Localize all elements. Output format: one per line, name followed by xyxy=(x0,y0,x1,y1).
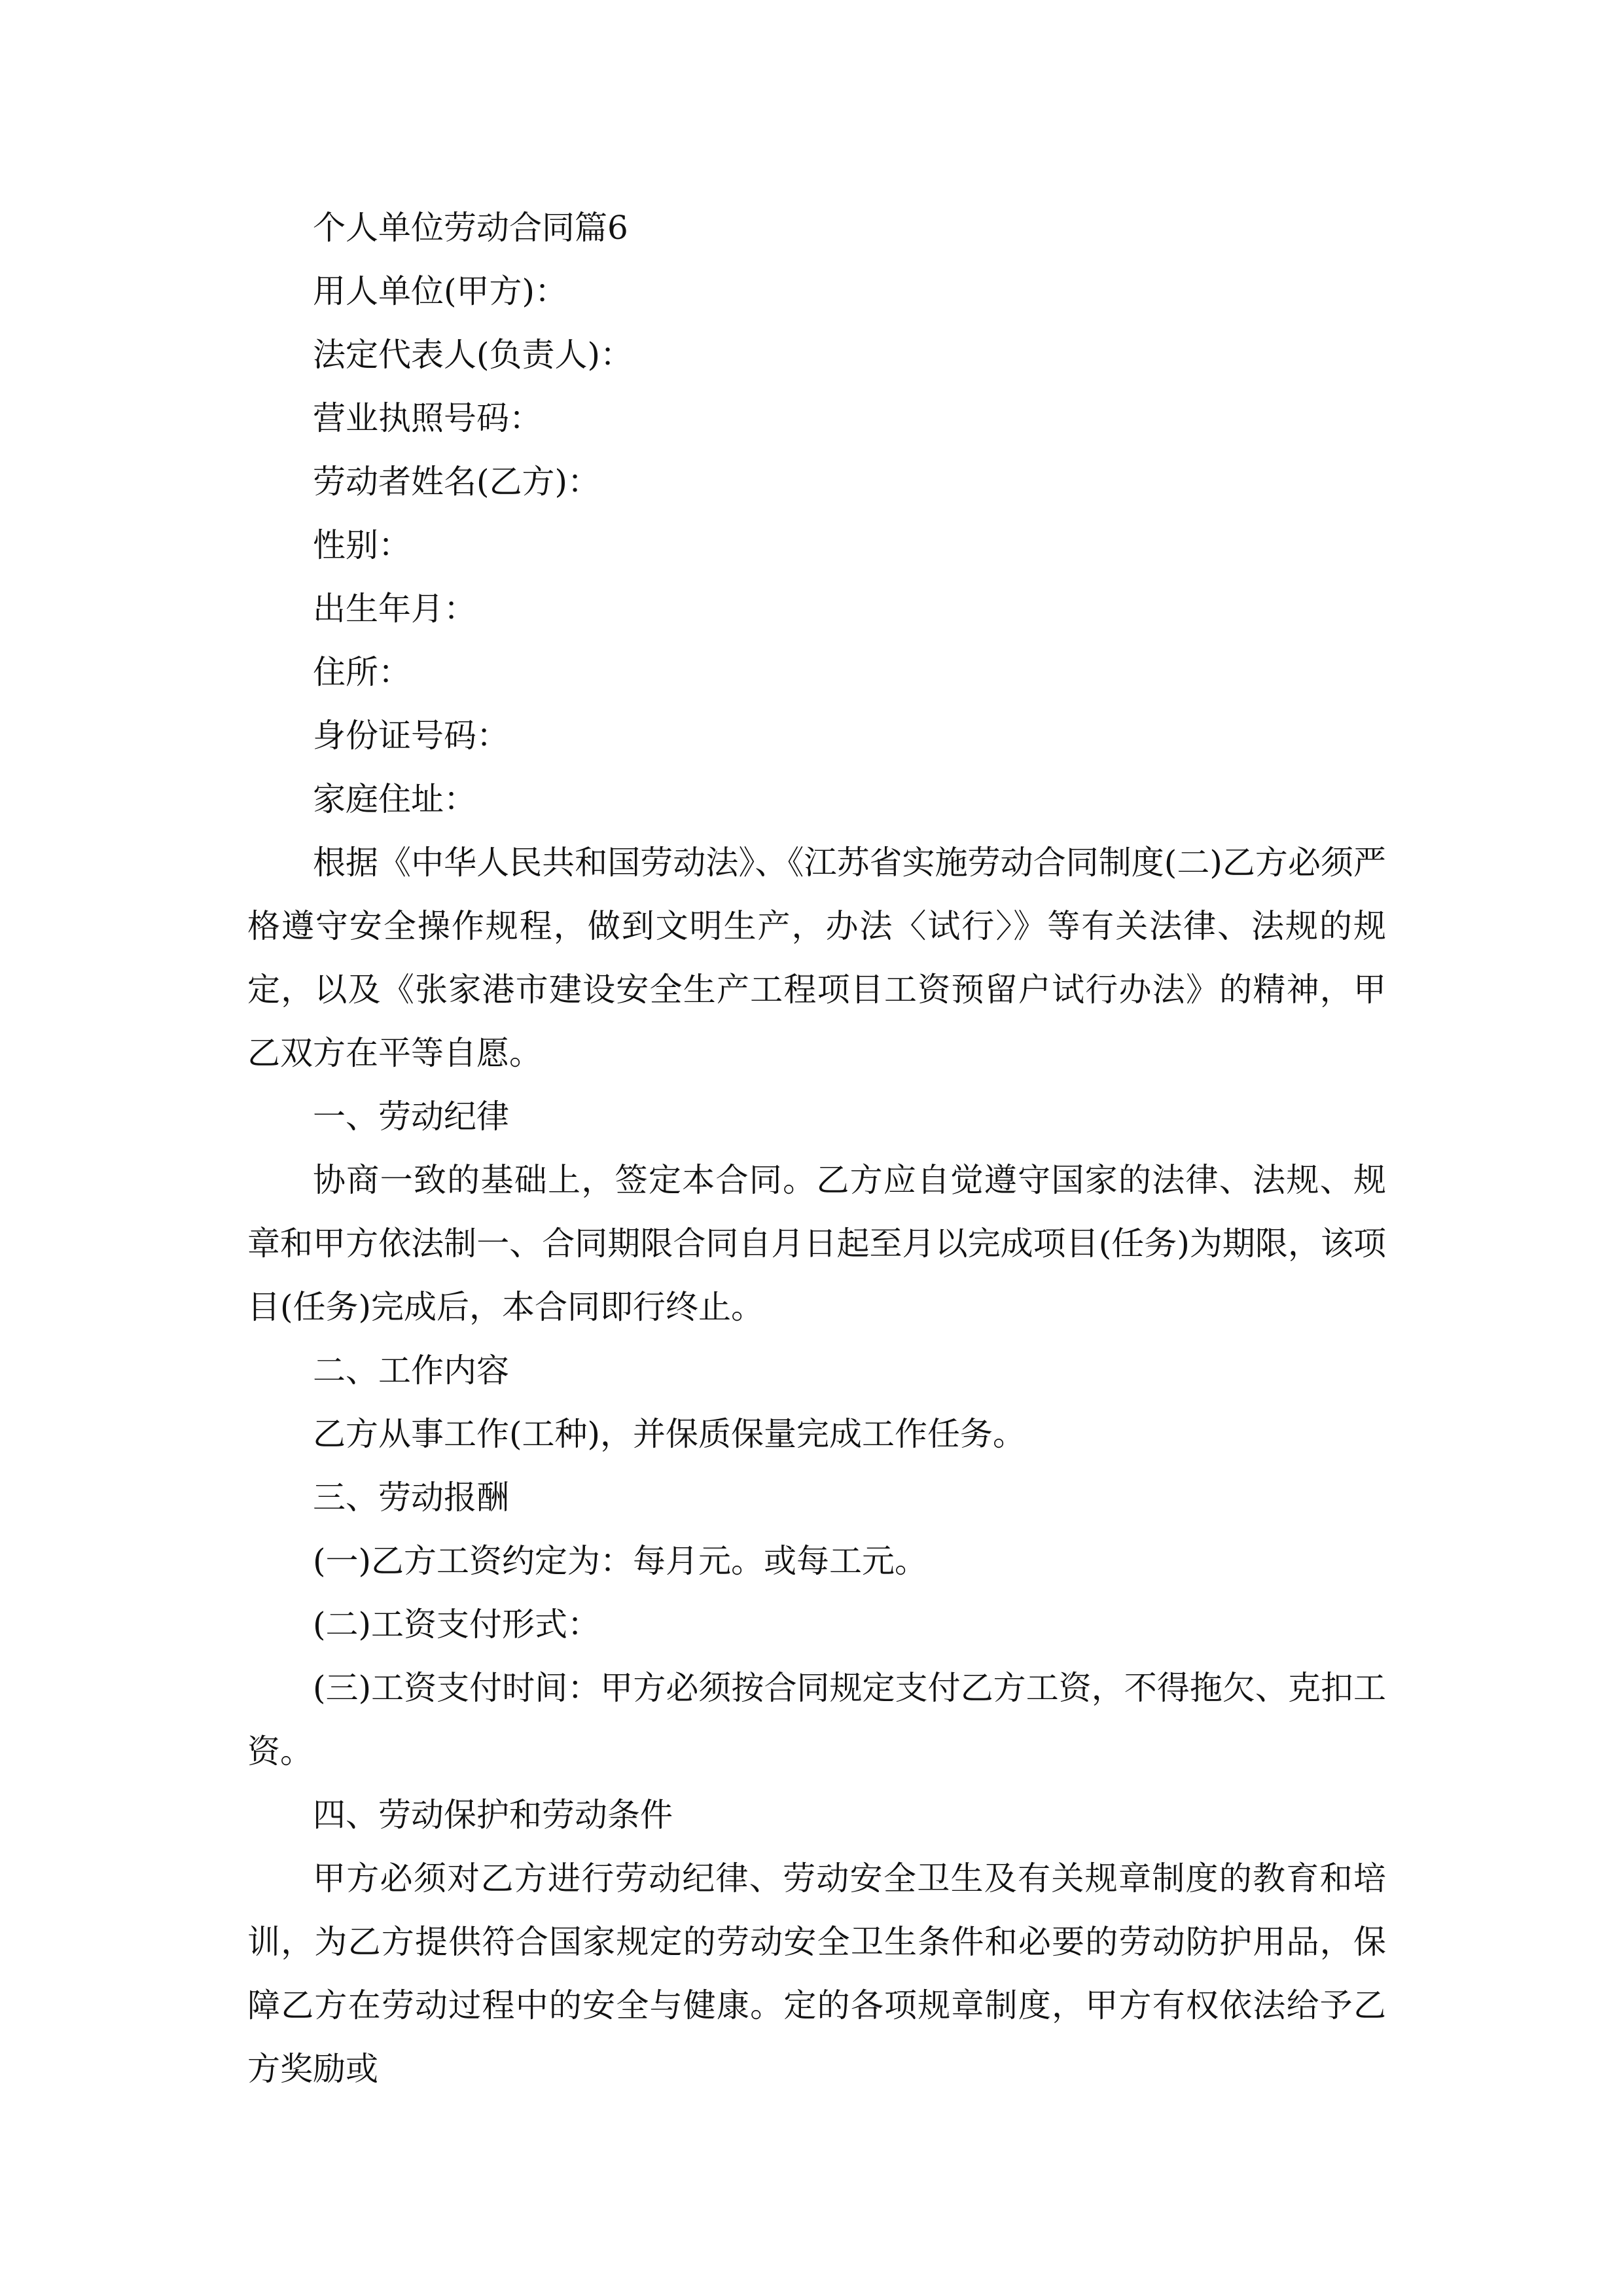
paragraph-wage-time: (三)工资支付时间：甲方必须按合同规定支付乙方工资，不得拖欠、克扣工资。 xyxy=(247,1669,1386,1770)
section-heading-work-content: 二、工作内容 xyxy=(313,1352,509,1390)
field-worker-name: 劳动者姓名(乙方)： xyxy=(313,463,601,501)
section-heading-protection: 四、劳动保护和劳动条件 xyxy=(313,1796,673,1834)
section-heading-remuneration: 三、劳动报酬 xyxy=(313,1479,509,1516)
paragraph-wage-amount: (一)乙方工资约定为：每月元。或每工元。 xyxy=(313,1542,928,1580)
paragraph-work-content: 乙方从事工作(工种)，并保质保量完成工作任务。 xyxy=(313,1415,1026,1453)
field-residence: 住所： xyxy=(313,653,411,691)
document-title: 个人单位劳动合同篇6 xyxy=(313,209,628,247)
paragraph-basis: 根据《中华人民共和国劳动法》、《江苏省实施劳动合同制度(二)乙方必须严格遵守安全操作规程，做到文明生产，办法〈试行〉》等有关法律、法规的规定，以及《张家港市建设安全生产工程项目工资预留户试行办法》的精神，甲乙双方在平等自愿。 xyxy=(247,844,1386,1072)
section-heading-discipline: 一、劳动纪律 xyxy=(313,1098,509,1136)
field-employer: 用人单位(甲方)： xyxy=(313,272,568,310)
document-body xyxy=(247,196,1386,2101)
field-id-number: 身份证号码： xyxy=(313,717,509,755)
field-business-license: 营业执照号码： xyxy=(313,399,542,437)
paragraph-protection: 甲方必须对乙方进行劳动纪律、劳动安全卫生及有关规章制度的教育和培训，为乙方提供符合国家规定的劳动安全卫生条件和必要的劳动防护用品，保障乙方在劳动过程中的安全与健康。定的各项规章制度，甲方有权依法给予乙方奖励或 xyxy=(247,1859,1386,2088)
field-birth-date: 出生年月： xyxy=(313,590,476,628)
field-home-address: 家庭住址： xyxy=(313,780,476,818)
paragraph-contract-term: 协商一致的基础上，签定本合同。乙方应自觉遵守国家的法律、法规、规章和甲方依法制一、合同期限合同自月日起至月以完成项目(任务)为期限，该项目(任务)完成后，本合同即行终止。 xyxy=(247,1161,1386,1326)
field-legal-representative: 法定代表人(负责人)： xyxy=(313,336,633,374)
field-gender: 性别： xyxy=(313,526,411,564)
paragraph-wage-form: (二)工资支付形式： xyxy=(313,1605,601,1643)
